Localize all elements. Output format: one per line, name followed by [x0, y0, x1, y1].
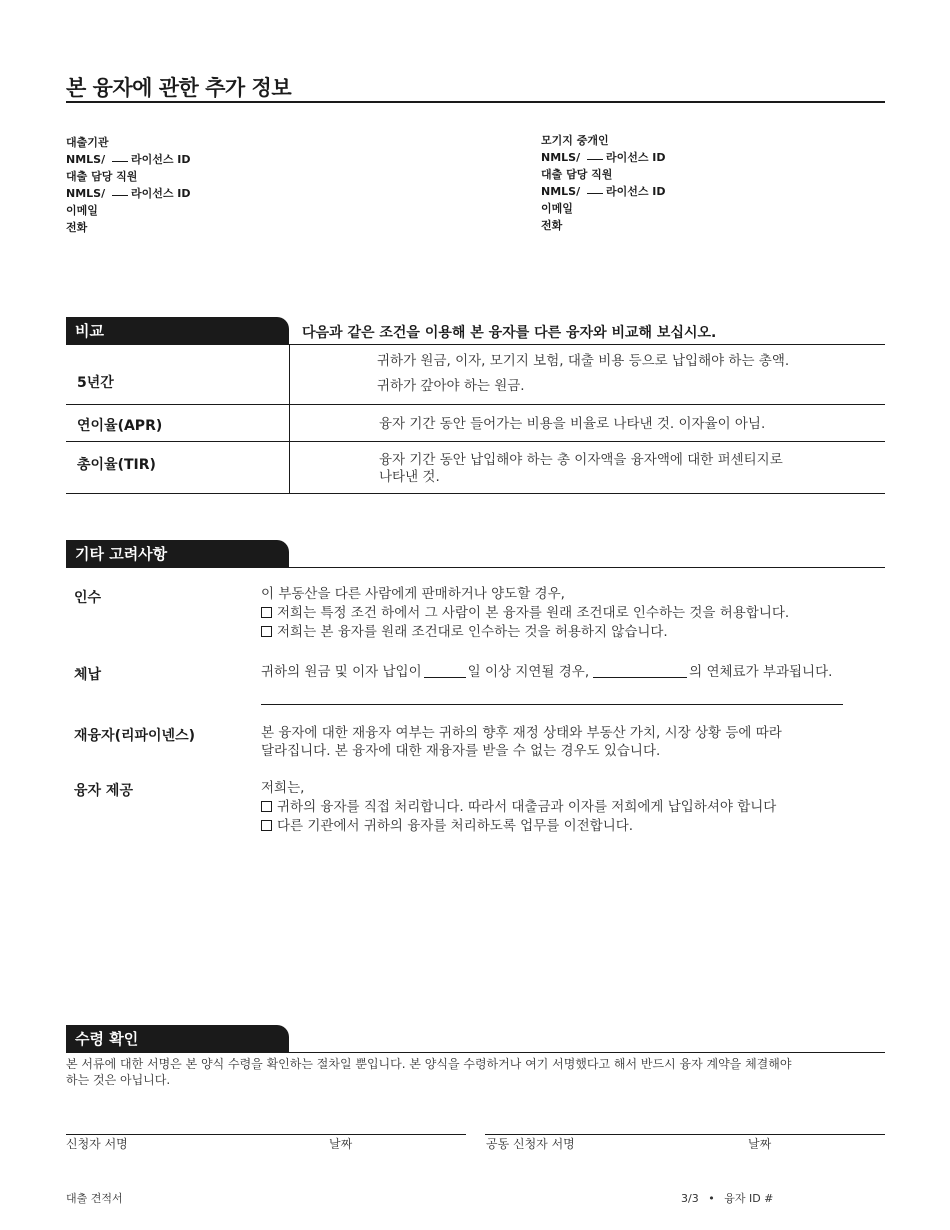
assumption-intro: 이 부동산을 다른 사람에게 판매하거나 양도할 경우,	[261, 586, 565, 602]
broker-officer-label: 대출 담당 직원	[541, 168, 613, 181]
page-title: 본 융자에 관한 추가 정보	[66, 76, 292, 100]
servicing-block	[261, 779, 776, 836]
comparison-desc-5yr-principal: 귀하가 갚아야 하는 원금.	[377, 378, 525, 394]
refinance-text: 본 융자에 대한 재융자 여부는 귀하의 향후 재정 상태와 부동산 가치, 시장 상황 등에 따라 달라집니다. 본 융자에 대한 재융자를 받을 수 없는 경우도 있습니다.	[261, 725, 782, 759]
broker-email-label: 이메일	[541, 202, 573, 215]
broker-officer-nmls-label: NMLS/ 라이선스 ID	[541, 185, 666, 198]
checkbox-disallow[interactable]	[261, 626, 272, 637]
checkbox-allow[interactable]	[261, 607, 272, 618]
servicing-intro: 저희는,	[261, 780, 305, 796]
late-days-field[interactable]	[424, 665, 466, 678]
refinance-term: 재융자(리파이넨스)	[74, 728, 195, 744]
lender-name-label: 대출기관	[66, 136, 109, 149]
footer-bullet: •	[708, 1192, 715, 1205]
late-fee-field[interactable]	[593, 665, 687, 678]
title-divider	[66, 101, 885, 103]
comparison-term-tir: 총이율(TIR)	[77, 457, 156, 473]
comparison-term-apr: 연이율(APR)	[77, 418, 163, 434]
broker-contact-block	[541, 132, 666, 234]
other-considerations-rule	[289, 567, 885, 568]
co-applicant-signature-label: 공동 신청자 서명	[486, 1137, 575, 1151]
co-applicant-signature-line[interactable]	[485, 1134, 885, 1135]
broker-nmls-label: NMLS/ 라이선스 ID	[541, 151, 666, 164]
late-payment-text: 귀하의 원금 및 이자 납입이 일 이상 지연될 경우, 의 연체료가 부과됩니다.	[261, 664, 833, 680]
footer-page-info	[681, 1190, 773, 1206]
assumption-option-allow: 저희는 특정 조건 하에서 그 사람이 본 융자를 원래 조건대로 인수하는 것을 허용합니다.	[261, 604, 789, 623]
receipt-notice: 본 서류에 대한 서명은 본 양식 수령을 확인하는 절차일 뿐입니다. 본 양식을 수령하거나 여기 서명했다고 해서 반드시 융자 계약을 체결해야 하는 것은 아닙니다.	[66, 1057, 792, 1087]
comparison-top-rule	[66, 344, 885, 345]
late-payment-extra-line[interactable]	[261, 704, 843, 705]
comparison-desc-tir: 융자 기간 동안 납입해야 하는 총 이자액을 융자액에 대한 퍼센티지로 나타낸 것.	[379, 452, 783, 485]
assumption-option-disallow: 저희는 본 융자를 원래 조건대로 인수하는 것을 허용하지 않습니다.	[261, 623, 789, 642]
footer-doc-name: 대출 견적서	[66, 1192, 123, 1205]
other-considerations-tab: 기타 고려사항	[66, 540, 289, 568]
comparison-heading: 다음과 같은 조건을 이용해 본 융자를 다른 융자와 비교해 보십시오.	[302, 325, 717, 341]
lender-nmls-label: NMLS/ 라이선스 ID	[66, 153, 191, 166]
assumption-term: 인수	[74, 590, 102, 606]
loan-id-label: 융자 ID #	[724, 1192, 774, 1205]
lender-officer-nmls-label: NMLS/ 라이선스 ID	[66, 187, 191, 200]
comparison-row-rule	[66, 441, 885, 442]
servicing-term: 융자 제공	[74, 783, 133, 799]
broker-phone-label: 전화	[541, 219, 563, 232]
co-applicant-date-label: 날짜	[748, 1137, 772, 1151]
assumption-block	[261, 585, 789, 642]
lender-officer-label: 대출 담당 직원	[66, 170, 138, 183]
comparison-column-divider	[289, 344, 290, 493]
receipt-rule	[289, 1052, 885, 1053]
page-number: 3/3	[681, 1192, 699, 1205]
checkbox-transfer[interactable]	[261, 820, 272, 831]
late-payment-term: 체납	[74, 667, 102, 683]
applicant-signature-label: 신청자 서명	[66, 1137, 128, 1151]
comparison-desc-apr: 융자 기간 동안 들어가는 비용을 비율로 나타낸 것. 이자율이 아님.	[379, 416, 766, 432]
applicant-date-label: 날짜	[329, 1137, 353, 1151]
lender-contact-block	[66, 134, 191, 236]
comparison-row-rule	[66, 404, 885, 405]
receipt-tab: 수령 확인	[66, 1025, 289, 1053]
comparison-tab: 비교	[66, 317, 289, 345]
checkbox-self-service[interactable]	[261, 801, 272, 812]
lender-email-label: 이메일	[66, 204, 98, 217]
comparison-bottom-rule	[66, 493, 885, 494]
comparison-term-5yr: 5년간	[77, 375, 114, 391]
lender-phone-label: 전화	[66, 221, 88, 234]
servicing-option-transfer: 다른 기관에서 귀하의 융자를 처리하도록 업무를 이전합니다.	[261, 817, 776, 836]
comparison-desc-5yr-total: 귀하가 원금, 이자, 모기지 보험, 대출 비용 등으로 납입해야 하는 총액.	[377, 353, 790, 369]
servicing-option-self: 귀하의 융자를 직접 처리합니다. 따라서 대출금과 이자를 저희에게 납입하셔야 합니다	[261, 798, 776, 817]
applicant-signature-line[interactable]	[66, 1134, 466, 1135]
broker-name-label: 모기지 중개인	[541, 134, 609, 147]
